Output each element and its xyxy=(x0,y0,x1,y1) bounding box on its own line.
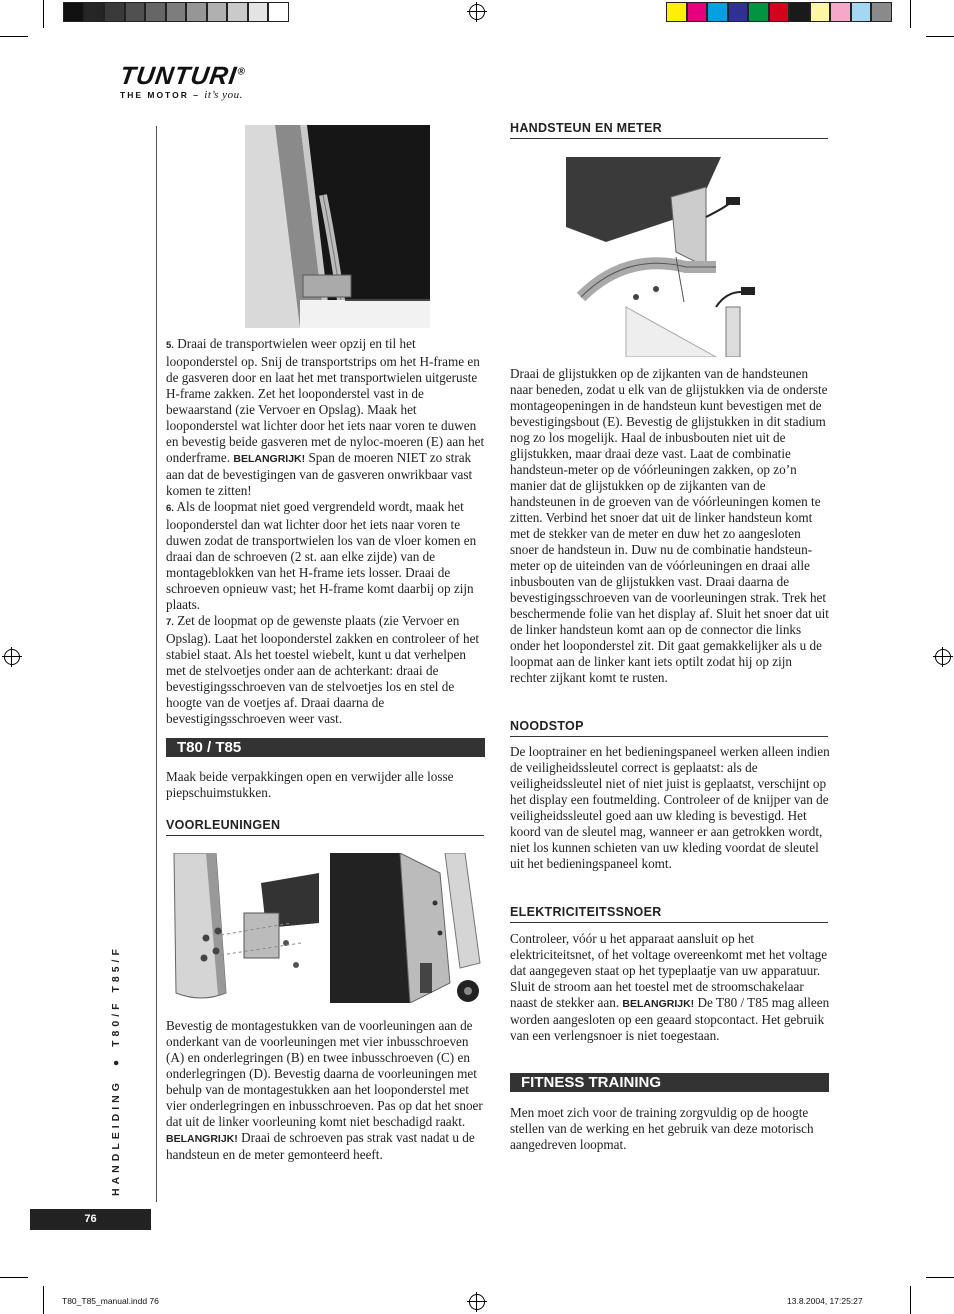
figure-front-rail-mount xyxy=(166,853,319,1013)
elektriciteit-after: De T80 / T85 mag alleen worden aangesloten op een geaard stopcontact. Het gebruik van een verlengsnoer is niet toegestaan. xyxy=(510,995,830,1043)
voorleuningen-body: Bevestig de montagestukken van de voorleuningen aan de onderkant van de voorleuningen met vier inbusschroeven (A) en onderlegringen (B) en twee inbusschroeven (C) en onderlegringen (D). Bevestig daarna de voorleuningen met behulp van de montagestukken aan het looponderstel met vier onderlegringen en inbusschroeven. Pas op dat het snoer dat uit de linker voorleuning komt niet beschadigd raakt. xyxy=(166,1018,483,1129)
step5-text: Draai de transportwielen weer opzij en til het looponderstel op. Snij de transportstrips om het H-frame en de gasveren door en laat het met transportwielen uitgeruste H-frame zakken. Zet het looponderstel vast in de bewaarstand (zie Vervoer en Opslag). Maak het looponderstel wat lichter door het iets naar voren te duwen en bevestig beide gasveren met de nyloc-moeren (E) aan het onderframe. xyxy=(166,336,485,465)
calibration-swatch xyxy=(707,2,728,22)
fitness-training-text: Men moet zich voor de training zorgvuldig op de hoogte stellen van de werking en het gebruik van deze motorisch aangedreven loopmat. xyxy=(510,1105,814,1152)
calibration-swatch xyxy=(789,2,810,22)
calibration-swatch xyxy=(830,2,851,22)
elektriciteit-text xyxy=(510,931,830,1044)
crop-mark xyxy=(910,1286,911,1314)
calibration-swatch xyxy=(666,2,687,22)
sidebar-bullet: ● xyxy=(110,1059,122,1067)
calibration-swatch xyxy=(810,2,831,22)
calibration-swatch xyxy=(186,2,207,22)
step6-text: Als de loopmat niet goed vergrendeld wordt, maak het looponderstel dan wat lichter door het iets naar voren te duwen zodat de transportwielen los van de vloer komen en draai dan de schroeven (2 st. aan elke zijde) van de montageblokken van het H-frame iets losser. Draai de schroeven opnieuw vast; het H-frame komt daarbij op zijn plaats. xyxy=(166,499,477,612)
registration-mark-icon xyxy=(469,4,485,20)
slug-filename: T80_T85_manual.indd 76 xyxy=(62,1296,159,1306)
registration-mark-icon xyxy=(935,649,951,665)
crop-mark xyxy=(910,0,911,28)
crop-mark xyxy=(926,36,954,37)
calibration-swatch xyxy=(748,2,769,22)
calibration-swatch xyxy=(166,2,187,22)
crop-mark xyxy=(43,0,44,28)
step5-after: Span de moeren NIET zo strak aan dat de bevestigingen van de gasveren onwrikbaar vast komen te zitten! xyxy=(166,450,473,498)
left-steps-text xyxy=(166,336,486,727)
step7-number: 7. xyxy=(166,617,174,628)
registered-mark: ® xyxy=(236,66,247,78)
noodstop-text: De looptrainer en het bedieningspaneel werken alleen indien de veiligheidssleutel correct is geplaatst: als de veiligheidssleutel niet of niet juist is geplaatst, verschijnt op het display een foutmelding. Controleer of de knijper van de veiligheidssleutel goed aan uw kleding is bevestigd. Het koord van de sleutel mag, wanneer er aan getrokken wordt, niet los kunnen schieten van uw kleding voordat de sleutel uit het bedieningspaneel komt. xyxy=(510,744,830,871)
subheading-elektriciteitssnoer: ELEKTRICITEITSSNOER xyxy=(510,905,828,923)
step6-number: 6. xyxy=(166,503,174,514)
elektriciteit-important: BELANGRIJK! xyxy=(622,998,695,1010)
crop-mark xyxy=(0,1277,28,1278)
column-rule xyxy=(156,126,157,1202)
calibration-swatch xyxy=(84,2,105,22)
calibration-swatch xyxy=(63,2,84,22)
voorleuningen-important: BELANGRIJK! xyxy=(166,1133,238,1145)
step7-text: Zet de loopmat op de gewenste plaats (zie Vervoer en Opslag). Laat het looponderstel zakken en controleer of het stabiel staat. Als het toestel wiebelt, kunt u dat verhelpen met de stelvoetjes onder aan de achterkant: draai de bevestigingsschroeven van de stelvoetjes los en stel de hoogte van de voetjes af. Draai daarna de bevestigingsschroeven weer vast. xyxy=(166,613,480,726)
handsteun-text: Draai de glijstukken op de zijkanten van de handsteunen naar beneden, zodat u elk van de glijstukken via de onderste montageopeningen in de handsteun kunt bevestigen met de bevestigingsbout (E). Bevestig de glijstukken in dit stadium nog zo los mogelijk. Haal de inbusbouten niet uit de glijstukken, maar draai deze vast. Laat de combinatie handsteun-meter op de vóórleuningen zakken, op zo’n manier dat de glijstukken op de zijkanten van de handsteunen in de groeven van de vóórleuningen komen te zitten. Verbind het snoer dat uit de linker handsteun komt met de stekker van de meter en duw het zo aangesloten snoer de handsteun in. Duw nu de combinatie handsteun-meter op de uiteinden van de vóórleuningen en draai alle inbusbouten van de glijstukken vast. Draai daarna de bevestigingsschroeven van de voorleuningen strak. Trek het beschermende folie van het display af. Sluit het snoer dat uit de linker handsteun komt aan op de connector die links onder het looponderstel zit. Dit gaat gemakkelijker als u de loopmat aan de linker kant iets optilt zodat hij op zijn rechter zijkant komt te rusten. xyxy=(510,366,829,685)
page-number: 76 xyxy=(30,1209,151,1230)
voorleuningen-after: Draai de schroeven pas strak vast nadat u de handsteun en de meter gemonteerd heeft. xyxy=(166,1130,475,1162)
step5-important: BELANGRIJK! xyxy=(233,453,306,465)
slug-date: 13.8.2004, 17:25:27 xyxy=(787,1296,863,1306)
calibration-swatch xyxy=(207,2,228,22)
brand-name: TUNTURI xyxy=(118,62,239,90)
registration-mark-icon xyxy=(469,1294,485,1310)
voorleuningen-text xyxy=(166,1018,484,1163)
tagline-italic: it’s you. xyxy=(204,89,243,101)
registration-mark-icon xyxy=(4,649,20,665)
sidebar-text-model: T80/F T85/F xyxy=(110,945,122,1047)
calibration-swatch xyxy=(871,2,892,22)
calibration-swatch xyxy=(268,2,289,22)
subheading-handsteun-meter: HANDSTEUN EN METER xyxy=(510,121,828,139)
crop-mark xyxy=(43,1286,44,1314)
tagline-prefix: THE MOTOR – xyxy=(120,90,205,100)
calibration-swatch xyxy=(125,2,146,22)
step5-number: 5. xyxy=(166,340,174,351)
calibration-swatch xyxy=(687,2,708,22)
section-band-fitness-training: FITNESS TRAINING xyxy=(510,1073,829,1092)
subheading-voorleuningen: VOORLEUNINGEN xyxy=(166,818,484,836)
subheading-noodstop: NOODSTOP xyxy=(510,719,828,737)
calibration-swatch xyxy=(728,2,749,22)
calibration-swatch xyxy=(769,2,790,22)
calibration-swatch xyxy=(248,2,269,22)
crop-mark xyxy=(0,36,28,37)
sidebar-manual-label xyxy=(110,945,122,1196)
brand-logo xyxy=(120,62,245,101)
calibration-swatch xyxy=(227,2,248,22)
crop-mark xyxy=(926,1277,954,1278)
elektriciteit-body: Controleer, vóór u het apparaat aansluit op het elektriciteitsnet, of het voltage overeenkomt met het voltage dat aangegeven staat op het typeplaatje van uw apparatuur. Sluit de stroom aan het toestel met de stroomschakelaar naast de stekker aan. xyxy=(510,931,828,1010)
section-band-t80-t85: T80 / T85 xyxy=(166,738,485,757)
sidebar-text-handleiding: HANDLEIDING xyxy=(110,1079,122,1196)
figure-gas-spring xyxy=(245,125,430,328)
figure-rail-base xyxy=(330,853,483,1003)
intro-text: Maak beide verpakkingen open en verwijder alle losse piepschuimstukken. xyxy=(166,769,454,800)
calibration-swatch xyxy=(145,2,166,22)
calibration-swatch xyxy=(851,2,872,22)
calibration-swatch xyxy=(104,2,125,22)
figure-handrail-meter xyxy=(566,157,771,357)
